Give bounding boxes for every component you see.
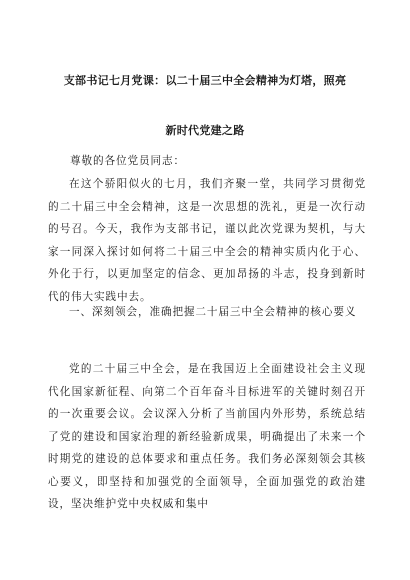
section-heading-1: 一、深刻领会，准确把握二十届三中全会精神的核心要义 [69, 306, 357, 318]
document-title-line-2: 新时代党建之路 [165, 124, 245, 137]
document-title-line-1: 支部书记七月党课：以二十届三中全会精神为灯塔，照亮 [63, 74, 347, 87]
paragraph-intro: 在这个骄阳似火的七月，我们齐聚一堂，共同学习贯彻党的二十届三中全会精神，这是一次思想的洗礼，更是一次行动的号召。今天，我作为支部书记，谨以此次党课为契机，与大家一同深入探讨如何将二十届三中全会的精神实质内化于心、外化于行，以更加坚定的信念、更加昂扬的斗志，投身到新时代的伟大实践中去。 [48, 178, 366, 303]
salutation: 尊敬的各位党员同志： [70, 155, 185, 167]
paragraph-section-1: 党的二十届三中全会，是在我国迈上全面建设社会主义现代化国家新征程、向第二个百年奋斗目标进军的关键时刻召开的一次重要会议。会议深入分析了当前国内外形势，系统总结了党的建设和国家治理的新经验新成果，明确提出了未来一个时期党的建设的总体要求和重点任务。我们务必深刻领会其核心要义，即坚持和加强党的全面领导，全面加强党的政治建设，坚决维护党中央权威和集中 [48, 363, 366, 510]
